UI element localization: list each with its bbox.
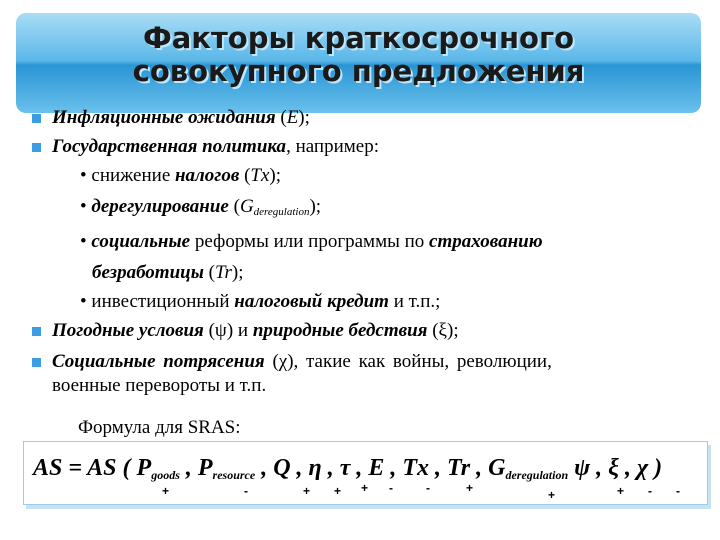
formula-terms: , Q , η , τ , E , Tx , Tr , G <box>255 455 506 481</box>
sign-chi: - <box>676 484 680 498</box>
item-text: • <box>80 231 92 252</box>
formula-lhs: AS <box>33 455 63 481</box>
formula-subscript: deregulation <box>505 468 569 482</box>
item-text: • инвестиционный <box>80 291 235 312</box>
item-label: Государственная политика <box>52 136 287 157</box>
item-text: (ψ) и <box>203 320 253 341</box>
sub-item-social <box>80 230 543 254</box>
item-subscript: deregulation <box>253 206 310 218</box>
item-label: природные бедствия <box>252 320 428 341</box>
sign-tau: + <box>361 481 369 495</box>
sign-tr: + <box>466 481 474 495</box>
sign-tx: - <box>426 481 430 495</box>
item-text: ( <box>275 107 287 128</box>
formula-function: AS ( <box>87 455 137 481</box>
sub-item-taxes <box>80 164 281 188</box>
item-label: налоговый кредит <box>234 291 389 312</box>
item-text: ( <box>228 196 240 217</box>
item-text: , например: <box>286 136 379 157</box>
item-label: налогов <box>175 165 240 186</box>
item-text: • снижение <box>80 165 175 186</box>
sub-item-social-cont <box>92 261 244 285</box>
item-text: и т.п.; <box>388 291 441 312</box>
bullet-marker <box>32 358 41 367</box>
sign-eta: + <box>334 484 342 498</box>
formula-label: Формула для SRAS: <box>78 417 241 438</box>
bullet-marker <box>32 327 41 336</box>
item-text: ); <box>298 107 310 128</box>
formula-subscript: resource <box>212 468 256 482</box>
item-variable: E <box>286 107 299 128</box>
formula-terms: ψ , ξ , χ ) <box>568 455 663 481</box>
sub-item-credit <box>80 290 440 314</box>
sign-e: - <box>389 481 393 495</box>
item-text: ); <box>309 196 322 217</box>
item-text: ( <box>239 165 251 186</box>
formula-equals: = <box>62 455 88 481</box>
item-label: Погодные условия <box>52 320 204 341</box>
list-item-inflation <box>52 106 310 130</box>
item-text: ); <box>269 165 281 186</box>
slide-title <box>16 22 701 88</box>
item-text: военные перевороты и т.п. <box>52 375 267 396</box>
item-label: безработицы <box>92 262 204 283</box>
item-text: (ξ); <box>427 320 459 341</box>
sign-xi: - <box>648 484 652 498</box>
item-label: Инфляционные ожидания <box>52 107 276 128</box>
sign-p-goods: + <box>162 484 170 498</box>
item-text: ( <box>203 262 215 283</box>
list-item-social-shocks <box>52 350 552 374</box>
sras-formula <box>33 455 662 483</box>
formula-term: , P <box>179 455 213 481</box>
sign-g: + <box>548 488 556 502</box>
item-text: • <box>80 196 92 217</box>
sign-psi: + <box>617 484 625 498</box>
formula-subscript: goods <box>151 468 180 482</box>
bullet-marker <box>32 143 41 152</box>
sign-q: + <box>303 484 311 498</box>
item-label: Социальные потрясения <box>52 351 265 372</box>
item-variable: G <box>239 196 254 217</box>
item-variable: Tr <box>214 262 232 283</box>
item-label: дерегулирование <box>91 196 229 217</box>
item-text: реформы или программы по <box>190 231 430 252</box>
item-label: страхованию <box>429 231 543 252</box>
item-text: (χ), такие как войны, революции, <box>264 351 552 372</box>
bullet-marker <box>32 114 41 123</box>
item-variable: Tx <box>250 165 270 186</box>
item-label: социальные <box>91 231 191 252</box>
list-item-social-shocks-cont <box>52 374 266 398</box>
sub-item-deregulation <box>80 195 321 224</box>
formula-term: P <box>136 455 152 481</box>
title-line-1: Факторы краткосрочного <box>142 21 575 55</box>
list-item-policy <box>52 135 379 159</box>
title-line-2: совокупного предложения <box>132 54 585 88</box>
sign-p-resource: - <box>244 484 248 498</box>
list-item-weather <box>52 319 459 343</box>
item-text: ); <box>231 262 244 283</box>
